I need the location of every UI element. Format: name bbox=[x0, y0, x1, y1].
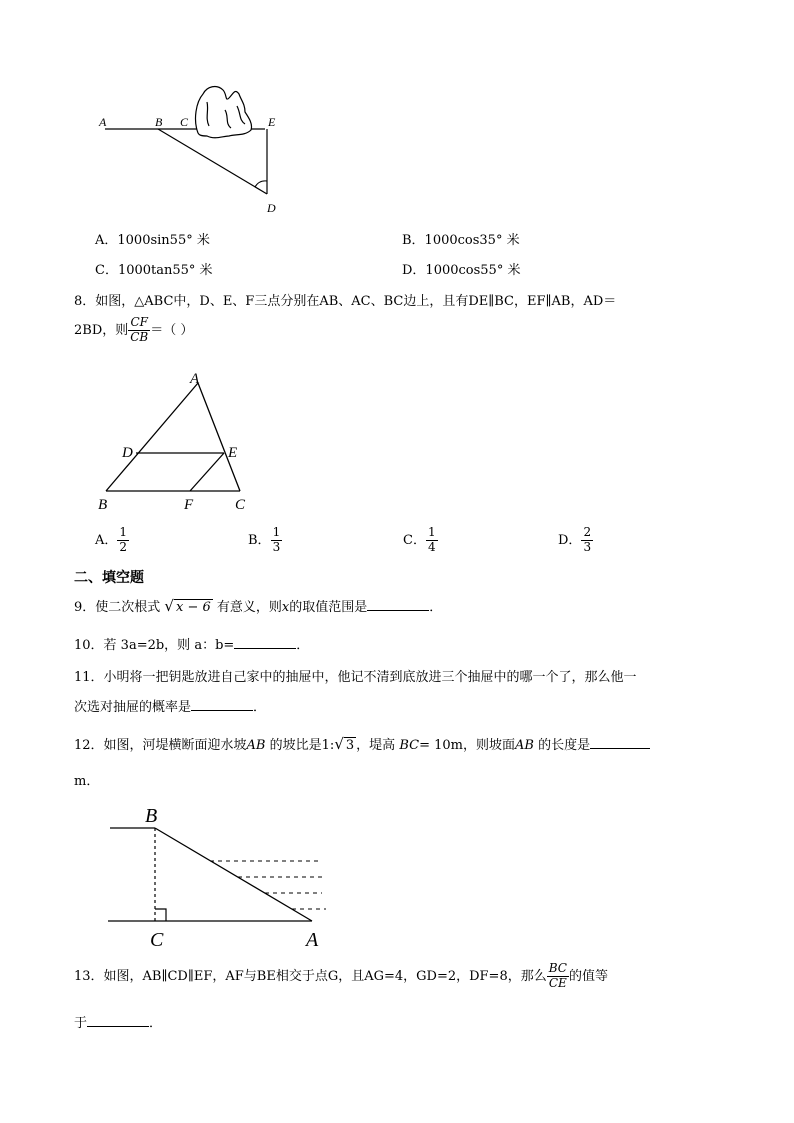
option-a-q8[interactable] bbox=[95, 526, 129, 555]
question-12-line1 bbox=[74, 734, 650, 753]
var-x: x bbox=[281, 600, 290, 615]
label-b: B bbox=[155, 115, 163, 129]
frac-den: 4 bbox=[427, 539, 436, 554]
option-label: A． bbox=[95, 532, 118, 548]
q12-post: 的长度是 bbox=[538, 738, 591, 753]
frac-num: BC bbox=[548, 961, 567, 975]
right-angle-mark bbox=[155, 909, 166, 921]
fraction-bc-ce bbox=[547, 962, 569, 991]
option-label: D． bbox=[558, 532, 582, 548]
frac-den: 2 bbox=[119, 539, 128, 554]
label-d: D bbox=[267, 201, 276, 215]
segment-ef bbox=[190, 453, 224, 491]
section-heading-fill-blank: 二、填空题 bbox=[74, 570, 144, 586]
label-b: B bbox=[145, 805, 158, 827]
frac-num: 1 bbox=[119, 525, 128, 539]
label-e: E bbox=[268, 115, 276, 129]
q12-eq: = 10m bbox=[419, 738, 463, 753]
sqrt-sign: √ bbox=[334, 735, 344, 753]
label-a: A bbox=[306, 929, 319, 951]
q12-mid2: ，堤高 bbox=[356, 738, 396, 753]
option-d-q7[interactable]: D．1000cos55° 米 bbox=[402, 263, 521, 278]
line-bd bbox=[158, 129, 267, 194]
frac-den: CE bbox=[548, 975, 567, 990]
option-fraction bbox=[581, 526, 593, 555]
label-b: B bbox=[98, 497, 108, 513]
answer-blank-q11[interactable] bbox=[191, 698, 253, 711]
question-10 bbox=[74, 634, 309, 653]
answer-blank-q10[interactable] bbox=[234, 636, 296, 649]
q9-mid: 有意义，则 bbox=[216, 600, 282, 615]
frac-num: CF bbox=[128, 316, 150, 331]
question-13-line2 bbox=[74, 1012, 162, 1031]
q8-text-post: ＝（ ） bbox=[150, 322, 194, 338]
frac-den: 3 bbox=[583, 539, 592, 554]
fraction-cf-cb bbox=[128, 316, 150, 345]
ratio-pre: 1: bbox=[321, 738, 335, 753]
label-e: E bbox=[228, 445, 238, 461]
q11-line2: 次选对抽屉的概率是 bbox=[74, 700, 192, 715]
q9-pre: 9．使二次根式 bbox=[74, 600, 161, 615]
frac-num: 1 bbox=[272, 525, 281, 539]
question-13-line1 bbox=[74, 962, 608, 991]
answer-blank-q13[interactable] bbox=[87, 1014, 149, 1027]
q10-pre: 10．若 3a=2b，则 a：b= bbox=[74, 638, 235, 653]
option-d-q8[interactable] bbox=[558, 526, 593, 555]
frac-num: 2 bbox=[583, 525, 592, 539]
option-fraction bbox=[426, 526, 438, 555]
frac-den: CB bbox=[130, 329, 149, 344]
q9-end: ． bbox=[429, 600, 443, 615]
frac-den: 3 bbox=[272, 539, 281, 554]
option-c-q7[interactable]: C．1000tan55° 米 bbox=[95, 263, 213, 278]
label-c: C bbox=[235, 497, 246, 513]
q12-ab2: AB bbox=[514, 738, 534, 753]
option-label: C． bbox=[403, 532, 426, 548]
q12-ab: AB bbox=[246, 738, 266, 753]
side-ab bbox=[106, 383, 198, 491]
option-fraction bbox=[117, 526, 129, 555]
q10-end: ． bbox=[296, 638, 310, 653]
label-a: A bbox=[190, 371, 200, 387]
slope-ab bbox=[155, 828, 312, 921]
question-8-line1: 8．如图，△ABC中，D、E、F三点分别在AB、AC、BC边上，且有DE∥BC，EF∥AB，AD＝ bbox=[74, 294, 617, 309]
label-c: C bbox=[150, 929, 164, 951]
angle-arc-d bbox=[255, 181, 267, 187]
question-8-line2 bbox=[74, 316, 193, 345]
option-label: B． bbox=[248, 532, 271, 548]
ratio-radicand: 3 bbox=[345, 738, 355, 753]
radicand: x − 6 bbox=[175, 600, 211, 615]
label-a: A bbox=[99, 115, 107, 129]
label-f: F bbox=[184, 497, 194, 513]
q12-mid3: ，则坡面 bbox=[462, 738, 515, 753]
answer-blank-q12[interactable] bbox=[590, 736, 650, 749]
question-9 bbox=[74, 596, 442, 615]
q13-post: 的值等 bbox=[568, 968, 608, 984]
q8-text-pre: 2BD，则 bbox=[74, 322, 129, 338]
q12-pre: 12．如图，河堤横断面迎水坡 bbox=[74, 738, 247, 753]
option-a-q7[interactable]: A．1000sin55° 米 bbox=[95, 233, 210, 248]
q9-post: 的取值范围是 bbox=[289, 600, 368, 615]
option-b-q7[interactable]: B．1000cos35° 米 bbox=[402, 233, 520, 248]
sqrt-sign: √ bbox=[164, 597, 174, 615]
q13-line2: 于 bbox=[74, 1016, 88, 1031]
option-fraction bbox=[271, 526, 283, 555]
q12-bc: BC bbox=[399, 738, 420, 753]
question-11-line1: 11．小明将一把钥匙放进自己家中的抽屉中，他记不清到底放进三个抽屉中的哪一个了，那么他一 bbox=[74, 670, 637, 685]
option-b-q8[interactable] bbox=[248, 526, 282, 555]
figure-q8 bbox=[90, 365, 270, 515]
label-d: D bbox=[122, 445, 133, 461]
question-11-line2 bbox=[74, 696, 266, 715]
q13-pre: 13．如图，AB∥CD∥EF，AF与BE相交于点G，且AG=4，GD=2，DF=8，那么 bbox=[74, 968, 547, 984]
mountain-drawing bbox=[196, 87, 252, 138]
q13-end: ． bbox=[149, 1016, 163, 1031]
figure-q7 bbox=[95, 80, 295, 220]
answer-blank-q9[interactable] bbox=[367, 598, 429, 611]
option-c-q8[interactable] bbox=[403, 526, 438, 555]
question-12-line2: m． bbox=[74, 774, 100, 789]
q12-mid1: 的坡比是 bbox=[269, 738, 322, 753]
figure-q12 bbox=[100, 800, 340, 950]
label-c: C bbox=[180, 115, 189, 129]
frac-num: 1 bbox=[427, 525, 436, 539]
q11-end: ． bbox=[253, 700, 267, 715]
